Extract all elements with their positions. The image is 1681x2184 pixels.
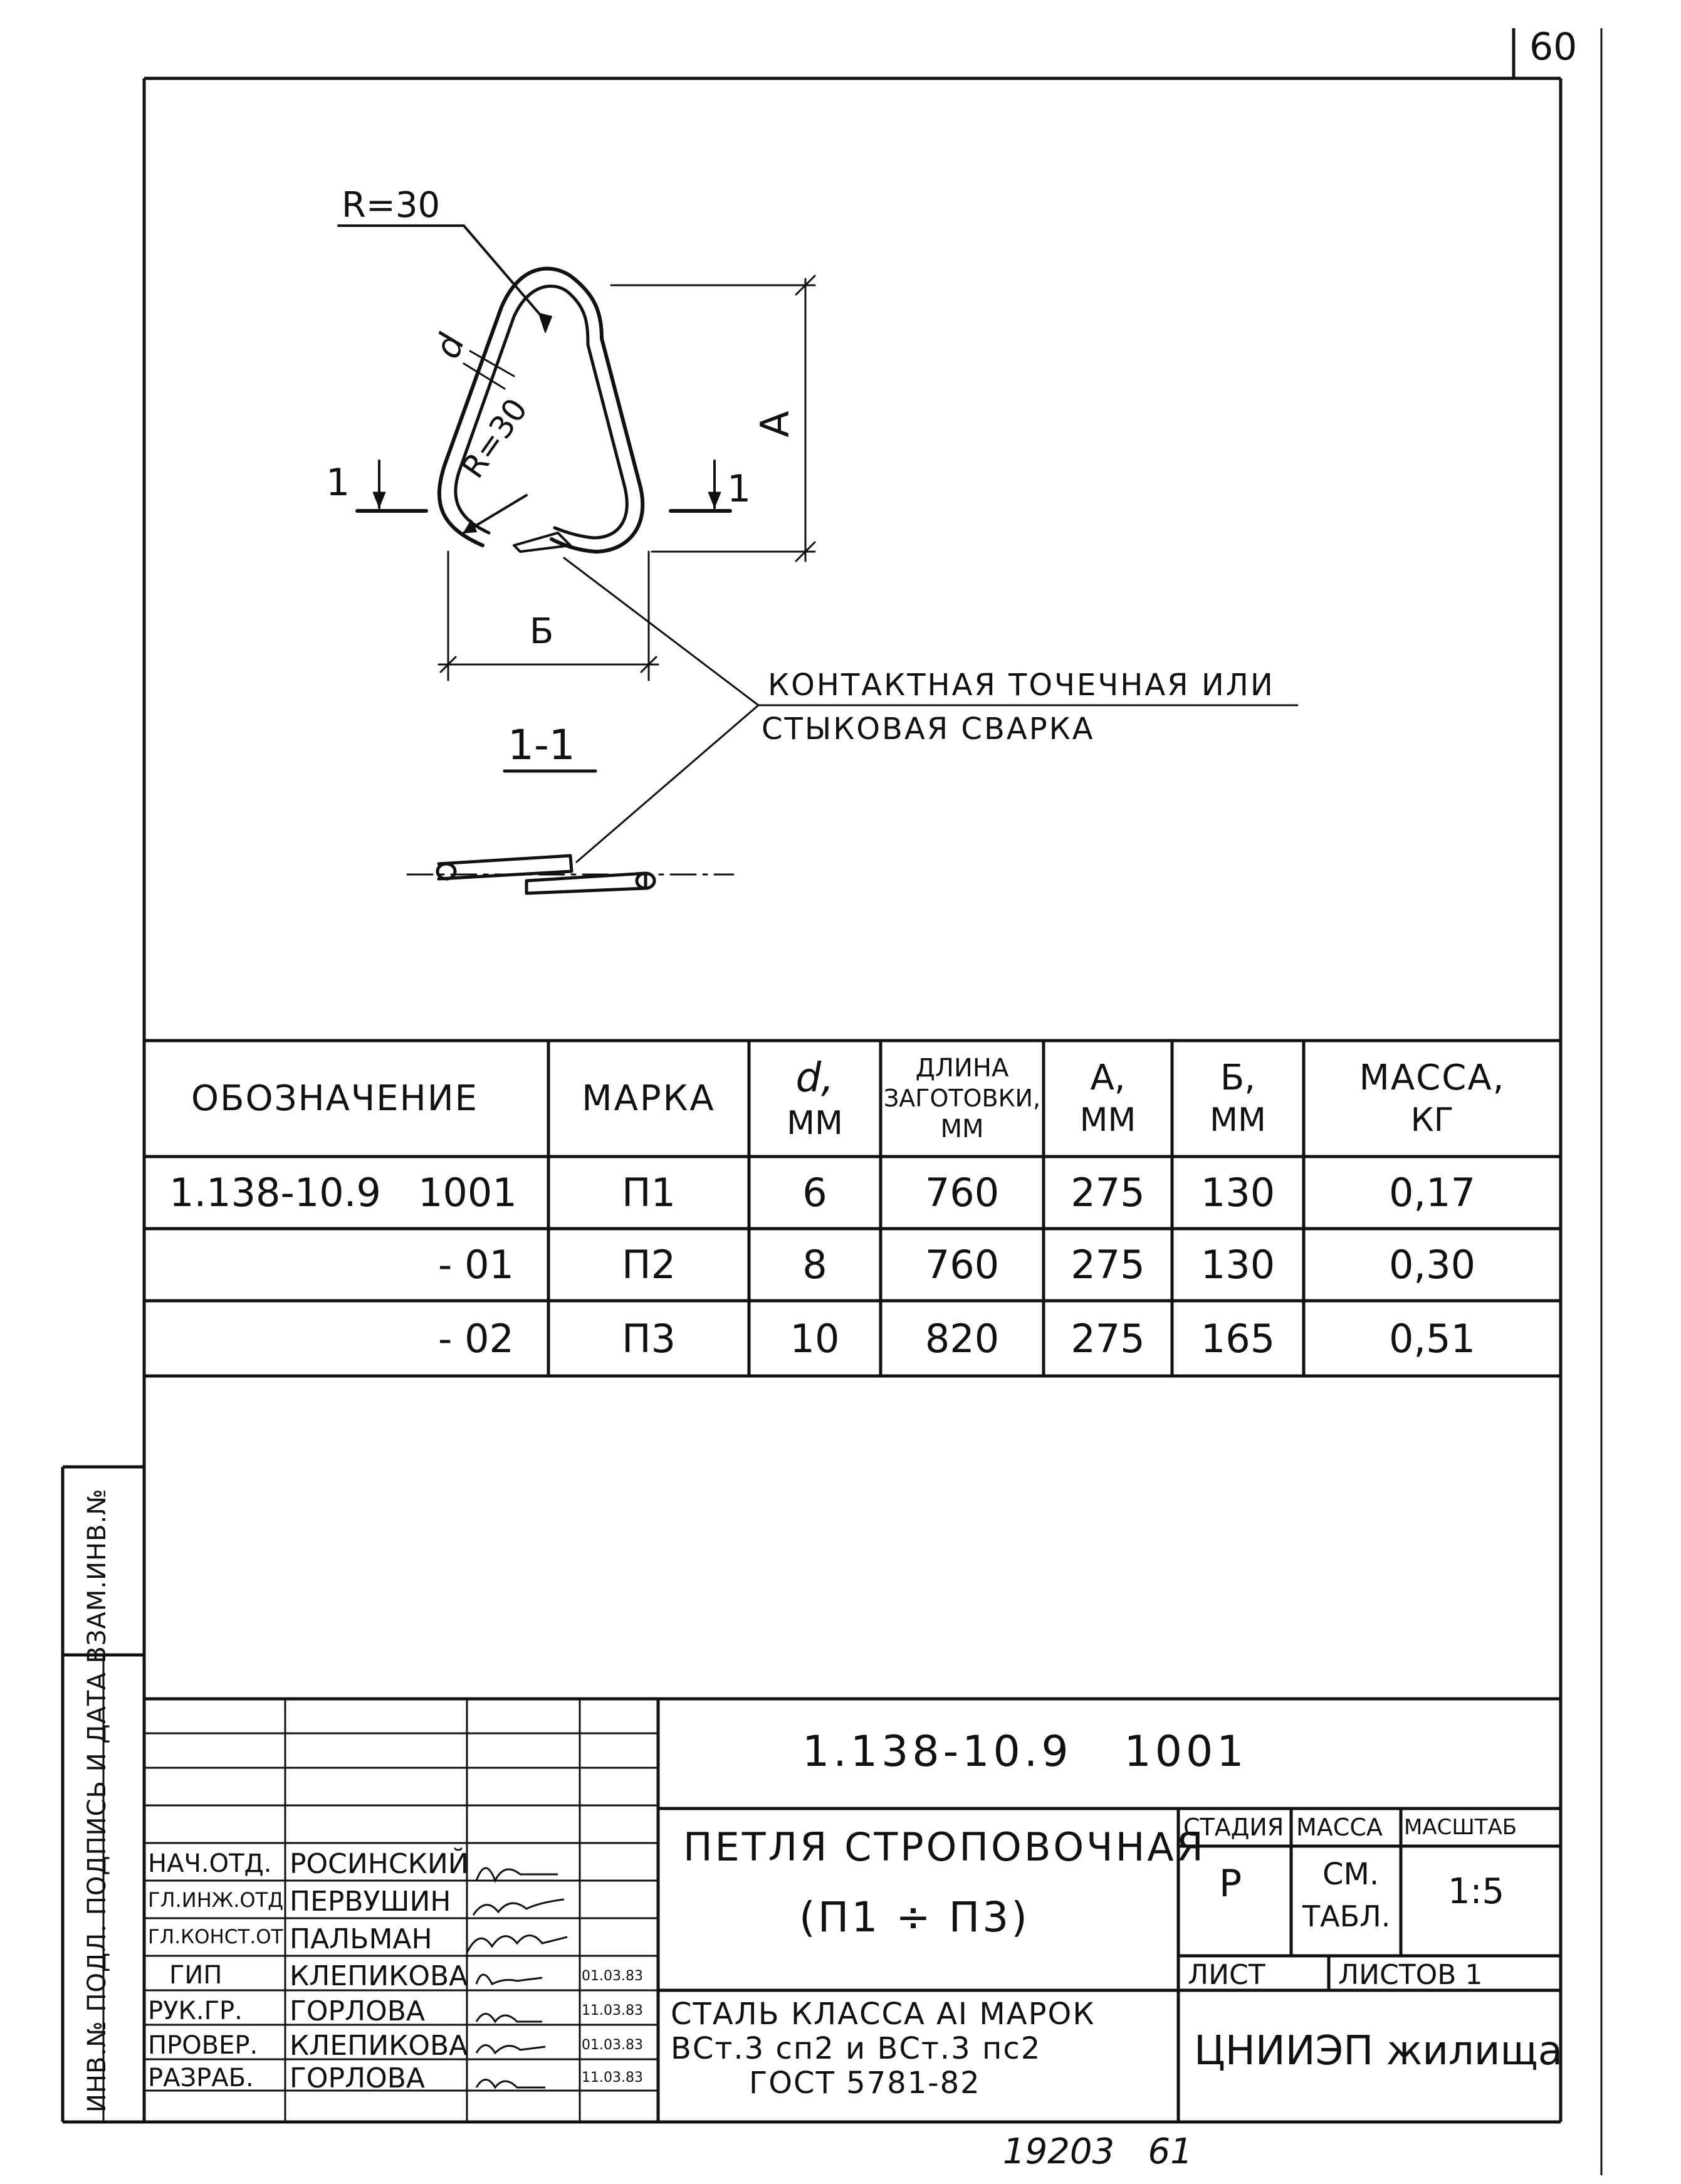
sheet-number: 60 [1529,25,1578,69]
table-row-3-mass: 0,51 [1388,1315,1476,1362]
sig-row-5-role: РУК.ГР. [148,1997,243,2025]
table-row-1-mass: 0,17 [1388,1170,1476,1215]
header-mark-text: МАРКА [582,1078,716,1119]
sig-row-7-date: 11.03.83 [582,2070,643,2086]
material-line2: ВСт.3 сп2 и ВСт.3 пс2 [671,2031,1042,2066]
side-stamp: ИНВ.№ ПОДЛ. ПОДПИСЬ И ДАТА ВЗАМ.ИНВ.№ [83,1488,112,2113]
header-d-line1: d, [795,1055,834,1101]
table-row-1-b: 130 [1200,1170,1275,1215]
table-row-3-mark: П3 [621,1315,676,1362]
footer-handwritten: 19203 61 [1003,2131,1193,2172]
sig-row-7-name: ГОРЛОВА [290,2062,426,2094]
table-row-2-mass: 0,30 [1388,1242,1476,1288]
table-row-1-designation: 1.138-10.9 1001 [169,1170,517,1215]
sig-row-3-name: ПАЛЬМАН [290,1923,432,1955]
table-row-1-d: 6 [802,1170,827,1215]
document-title-line2: (П1 ÷ П3) [799,1893,1030,1941]
dimension-a-label: А [751,411,798,438]
sig-row-1-name: РОСИНСКИЙ [290,1848,469,1880]
sig-row-7-role: РАЗРАБ. [148,2064,254,2092]
diameter-label: d [427,328,473,364]
table-row-1-length: 760 [924,1170,1000,1215]
weld-note-line1: КОНТАКТНАЯ ТОЧЕЧНАЯ ИЛИ [768,668,1275,703]
sig-row-6-role: ПРОВЕР. [148,2031,258,2060]
header-length-line3: ММ [940,1115,984,1144]
scale-value: 1:5 [1448,1871,1505,1912]
organization: ЦНИИЭП жилища [1194,2028,1563,2074]
table-row-3-a: 275 [1071,1315,1145,1362]
table-row-3-length: 820 [924,1315,1000,1362]
mass-value-line2: ТАБЛ. [1302,1899,1391,1933]
radius-top-label: R=30 [342,185,441,226]
stage-label: СТАДИЯ [1183,1814,1284,1841]
material-line1: СТАЛЬ КЛАССА АI МАРОК [671,1997,1096,2032]
radius-bottom-label: R=30 [454,392,535,485]
table-row-2-designation: - 01 [438,1242,514,1288]
material-line3: ГОСТ 5781-82 [749,2066,981,2101]
table-row-1-mark: П1 [621,1170,676,1215]
table-row-2-mark: П2 [621,1242,676,1288]
signature-scribbles [467,1868,567,2087]
sig-row-4-date: 01.03.83 [582,1968,643,1984]
section-mark-right: 1 [727,467,751,511]
sheets-label: ЛИСТОВ 1 [1338,1959,1483,1991]
table-row-3-d: 10 [790,1315,840,1362]
sig-row-5-name: ГОРЛОВА [290,1995,426,2027]
table-row-2-b: 130 [1200,1242,1275,1288]
header-designation-text: ОБОЗНАЧЕНИЕ [191,1078,479,1119]
header-length-line1: ДЛИНА [915,1053,1009,1083]
dimension-b-label: Б [530,611,554,652]
sig-row-6-name: КЛЕПИКОВА [290,2030,468,2062]
header-b-line2: ММ [1210,1101,1266,1139]
sig-row-3-role: ГЛ.КОНСТ.ОТ [148,1926,283,1948]
table-row-3-designation: - 02 [438,1315,514,1362]
table-row-3-b: 165 [1200,1315,1275,1362]
sig-row-2-name: ПЕРВУШИН [290,1886,451,1918]
table-row-1-a: 275 [1071,1170,1145,1215]
header-a-line2: ММ [1079,1101,1136,1139]
document-title-line1: ПЕТЛЯ СТРОПОВОЧНАЯ [683,1824,1206,1870]
sig-row-2-role: ГЛ.ИНЖ.ОТД [148,1888,284,1912]
sig-row-4-name: КЛЕПИКОВА [290,1960,468,1992]
header-length-line2: ЗАГОТОВКИ, [883,1084,1041,1112]
header-mass-line1: МАССА, [1359,1058,1506,1098]
header-mass-line2: КГ [1410,1101,1454,1139]
section-mark-left: 1 [326,461,350,505]
weld-note-line2: СТЫКОВАЯ СВАРКА [762,711,1095,747]
header-d-line2: ММ [787,1105,843,1142]
mass-label: МАССА [1296,1814,1383,1841]
document-code: 1.138-10.9 1001 [802,1727,1248,1777]
header-a-line1: А, [1090,1058,1126,1098]
sig-row-6-date: 01.03.83 [582,2037,643,2053]
mass-value-line1: СМ. [1322,1857,1380,1892]
header-b-line1: Б, [1220,1058,1256,1098]
table-row-2-a: 275 [1071,1242,1145,1288]
sheet-label: ЛИСТ [1188,1959,1265,1991]
section-title: 1-1 [508,721,575,769]
stage-value: Р [1219,1862,1242,1906]
sig-row-4-role: ГИП [169,1961,223,1990]
scale-label: МАСШТАБ [1404,1815,1517,1840]
table-row-2-d: 8 [802,1242,827,1288]
table-row-2-length: 760 [924,1242,1000,1288]
sig-row-5-date: 11.03.83 [582,2003,643,2019]
sig-row-1-role: НАЧ.ОТД. [148,1849,272,1878]
